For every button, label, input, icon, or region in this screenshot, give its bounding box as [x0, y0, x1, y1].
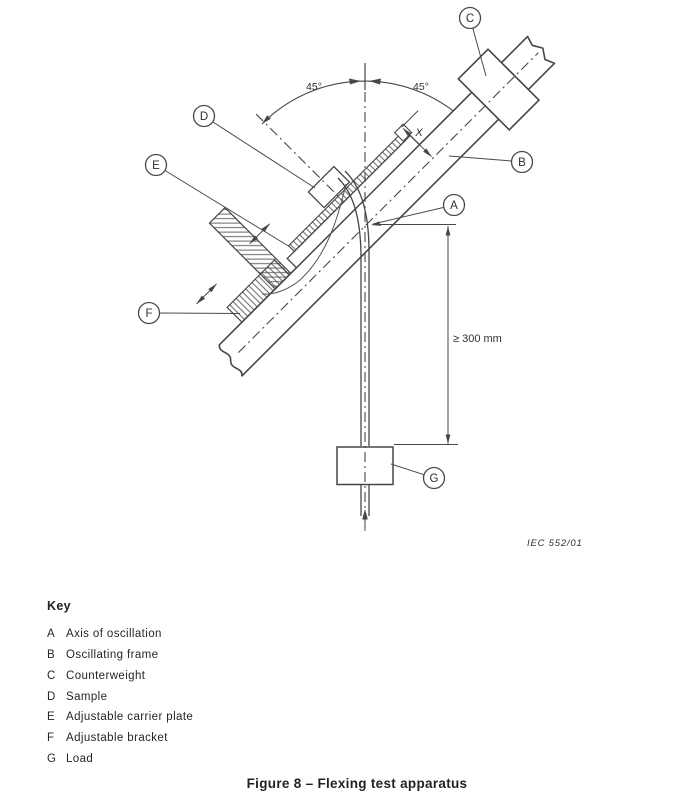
- svg-text:G: G: [429, 473, 439, 485]
- adjustment-arrow-upper: [250, 224, 270, 244]
- key-letter: F: [47, 732, 55, 744]
- callout-a: [444, 195, 465, 216]
- arc-top-arrow-right: [369, 79, 381, 85]
- key-item-b: [47, 649, 158, 661]
- svg-text:B: B: [518, 157, 526, 169]
- key-label: Adjustable bracket: [66, 732, 168, 744]
- min-length-label: ≥ 300 mm: [453, 333, 502, 345]
- key-item-d: [47, 691, 107, 703]
- key-letter: B: [47, 649, 56, 661]
- svg-text:E: E: [152, 160, 160, 172]
- key-letter: C: [47, 670, 56, 682]
- leader-d: [213, 122, 315, 188]
- x-dimension-extension: [402, 111, 418, 127]
- leader-g: [391, 464, 424, 475]
- svg-text:A: A: [450, 200, 458, 212]
- key-item-g: [47, 753, 93, 765]
- callout-c: [460, 8, 481, 29]
- svg-text:F: F: [145, 308, 153, 320]
- key-letter: E: [47, 711, 56, 723]
- figure-caption: Figure 8 – Flexing test apparatus: [246, 776, 468, 791]
- key-label: Axis of oscillation: [66, 628, 162, 640]
- key-item-e: [47, 711, 193, 723]
- key-item-f: [47, 732, 168, 744]
- callout-b: [512, 152, 533, 173]
- key-label: Sample: [66, 691, 108, 703]
- angle-label-right: 45°: [413, 81, 429, 93]
- key-letter: A: [47, 628, 56, 640]
- key-letter: G: [47, 753, 57, 765]
- adjustment-arrow-lower: [197, 284, 217, 304]
- callout-e: [146, 155, 167, 176]
- key-title: Key: [47, 599, 71, 613]
- oscillating-assembly: [149, 0, 567, 387]
- key-label: Adjustable carrier plate: [66, 711, 194, 723]
- dimension-300mm: [374, 225, 458, 445]
- svg-text:C: C: [465, 13, 475, 25]
- key-item-c: [47, 670, 145, 682]
- iec-reference: IEC 552/01: [527, 538, 583, 549]
- angle-label-left: 45°: [306, 81, 322, 93]
- arc-top-arrow-left: [349, 79, 361, 85]
- key-label: Counterweight: [66, 670, 146, 682]
- key-label: Oscillating frame: [66, 649, 159, 661]
- key-letter: D: [47, 691, 56, 703]
- key-label: Load: [66, 753, 94, 765]
- key-item-a: [47, 628, 162, 640]
- callout-d: [194, 106, 215, 127]
- callout-g: [424, 468, 445, 489]
- leader-f: [160, 313, 241, 314]
- callout-f: [139, 303, 160, 324]
- x-label: X: [415, 127, 423, 139]
- svg-text:D: D: [199, 111, 209, 123]
